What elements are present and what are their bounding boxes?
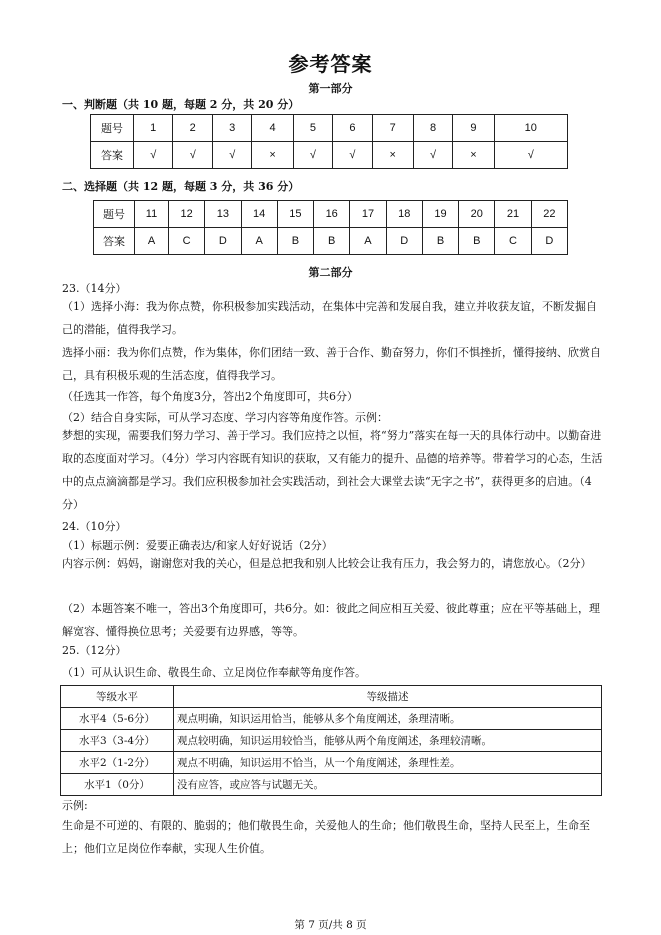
rubric-description: 观点不明确，知识运用不恰当，从一个角度阐述，条理性差。 <box>174 752 602 774</box>
question-23-choice-two: 选择小丽：我为你们点赞，作为集体，你们团结一致、善于合作、勤奋努力，你们不惧挫折，懂得接纳、欣赏自己，具有积极乐观的生活态度，值得我学习。 <box>62 346 601 382</box>
answer-cell: × <box>372 142 413 169</box>
question-number: 6 <box>333 115 372 142</box>
answer-cell: B <box>422 228 458 255</box>
answer-cell: D <box>531 228 567 255</box>
part-two-heading: 第二部分 <box>308 266 353 279</box>
answer-cell: B <box>277 228 313 255</box>
section-two-heading: 二、选择题（共 12 题，每题 3 分，共 36 分） <box>62 180 300 193</box>
rubric-description: 观点明确，知识运用恰当，能够从多个角度阐述，条理清晰。 <box>174 708 602 730</box>
table-row <box>91 142 568 169</box>
question-number: 20 <box>459 201 495 228</box>
question-25-example: 生命是不可逆的、有限的、脆弱的；他们敬畏生命，关爱他人的生命；他们敬畏生命，坚持人民至上，生命至上；他们立足岗位作奉献，实现人生价值。 <box>62 819 590 855</box>
question-23-scoring-note: （任选其一作答，每个角度3分，答出2个角度即可，共6分） <box>62 390 358 403</box>
rubric-description: 没有应答，或应答与试题无关。 <box>174 774 602 796</box>
question-number: 14 <box>241 201 277 228</box>
grading-rubric-table <box>60 685 602 796</box>
table-row <box>91 115 568 142</box>
answer-cell: √ <box>173 142 212 169</box>
answer-cell: √ <box>333 142 372 169</box>
answer-cell: × <box>252 142 293 169</box>
question-number: 3 <box>212 115 251 142</box>
question-number: 18 <box>386 201 422 228</box>
rubric-level: 水平3（3-4分） <box>61 730 174 752</box>
answer-cell: √ <box>134 142 173 169</box>
rubric-level: 水平1（0分） <box>61 774 174 796</box>
question-number: 11 <box>135 201 169 228</box>
question-number: 2 <box>173 115 212 142</box>
answer-cell: D <box>205 228 241 255</box>
question-23-label: 23.（14分） <box>62 282 127 295</box>
answer-cell: B <box>314 228 350 255</box>
question-24-label: 24.（10分） <box>62 520 127 533</box>
question-number: 21 <box>495 201 531 228</box>
answer-cell: × <box>453 142 494 169</box>
question-number: 15 <box>277 201 313 228</box>
answer-cell: C <box>169 228 205 255</box>
answer-cell: B <box>459 228 495 255</box>
row-label: 题号 <box>94 201 135 228</box>
example-label: 示例: <box>62 799 88 812</box>
answer-cell: C <box>495 228 531 255</box>
question-24-content-example: 内容示例：妈妈，谢谢您对我的关心，但是总把我和别人比较会让我有压力，我会努力的，请您放心。（2分） <box>62 557 592 570</box>
rubric-level: 水平4（5-6分） <box>61 708 174 730</box>
table-row <box>61 774 602 796</box>
answer-cell: A <box>350 228 386 255</box>
page-title: 参考答案 <box>288 52 373 76</box>
table-row <box>61 730 602 752</box>
rubric-header-description: 等级描述 <box>174 686 602 708</box>
question-25-part1: （1）可从认识生命、敬畏生命、立足岗位作奉献等角度作答。 <box>62 666 366 679</box>
question-number: 16 <box>314 201 350 228</box>
row-label: 答案 <box>94 228 135 255</box>
question-number: 12 <box>169 201 205 228</box>
table-row <box>94 201 568 228</box>
question-24-part2: （2）本题答案不唯一，答出3个角度即可，共6分。如：彼此之间应相互关爱、彼此尊重；应在平等基础上，理解宽容、懂得换位思考；关爱要有边界感，等等。 <box>62 602 600 638</box>
question-number: 1 <box>134 115 173 142</box>
rubric-description: 观点较明确，知识运用较恰当，能够从两个角度阐述，条理较清晰。 <box>174 730 602 752</box>
table-row <box>94 228 568 255</box>
part-one-heading: 第一部分 <box>308 82 353 95</box>
answer-cell: D <box>386 228 422 255</box>
question-23-part1: （1）选择小海：我为你点赞，你积极参加实践活动，在集体中完善和发展自我，建立并收获友谊，不断发掘自己的潜能，值得我学习。 <box>62 300 597 336</box>
question-24-title-example: （1）标题示例：爱要正确表达/和家人好好说话（2分） <box>62 539 333 552</box>
question-number: 22 <box>531 201 567 228</box>
answer-cell: √ <box>494 142 567 169</box>
answer-cell: √ <box>212 142 251 169</box>
row-label: 题号 <box>91 115 134 142</box>
table-row <box>61 752 602 774</box>
question-number: 19 <box>422 201 458 228</box>
question-number: 7 <box>372 115 413 142</box>
rubric-header-level: 等级水平 <box>61 686 174 708</box>
section-one-heading: 一、判断题（共 10 题，每题 2 分，共 20 分） <box>62 98 300 111</box>
question-number: 8 <box>413 115 452 142</box>
rubric-level: 水平2（1-2分） <box>61 752 174 774</box>
question-25-label: 25.（12分） <box>62 644 127 657</box>
row-label: 答案 <box>91 142 134 169</box>
answer-cell: √ <box>413 142 452 169</box>
answer-cell: A <box>135 228 169 255</box>
question-number: 4 <box>252 115 293 142</box>
judgment-answer-table <box>90 114 568 169</box>
question-number: 13 <box>205 201 241 228</box>
choice-answer-table <box>93 200 568 255</box>
table-row <box>61 708 602 730</box>
page-footer: 第 7 页/共 8 页 <box>294 919 367 931</box>
table-row <box>61 686 602 708</box>
question-number: 10 <box>494 115 567 142</box>
question-23-example: 梦想的实现，需要我们努力学习、善于学习。我们应持之以恒，将“努力”落实在每一天的具体行动中。以勤奋进取的态度面对学习。（4分）学习内容既有知识的获取，又有能力的提升、品德的培养等。带着学习的心态，生活中的点点滴滴都是学习。我们应积极参加社会实践活动，到社会大课堂去读“无字之书”，获得更多的启迪。（4分） <box>62 429 603 511</box>
question-23-part2: （2）结合自身实际，可从学习态度、学习内容等角度作答。示例： <box>62 411 388 424</box>
question-number: 17 <box>350 201 386 228</box>
answer-cell: √ <box>293 142 332 169</box>
question-number: 9 <box>453 115 494 142</box>
question-number: 5 <box>293 115 332 142</box>
answer-cell: A <box>241 228 277 255</box>
